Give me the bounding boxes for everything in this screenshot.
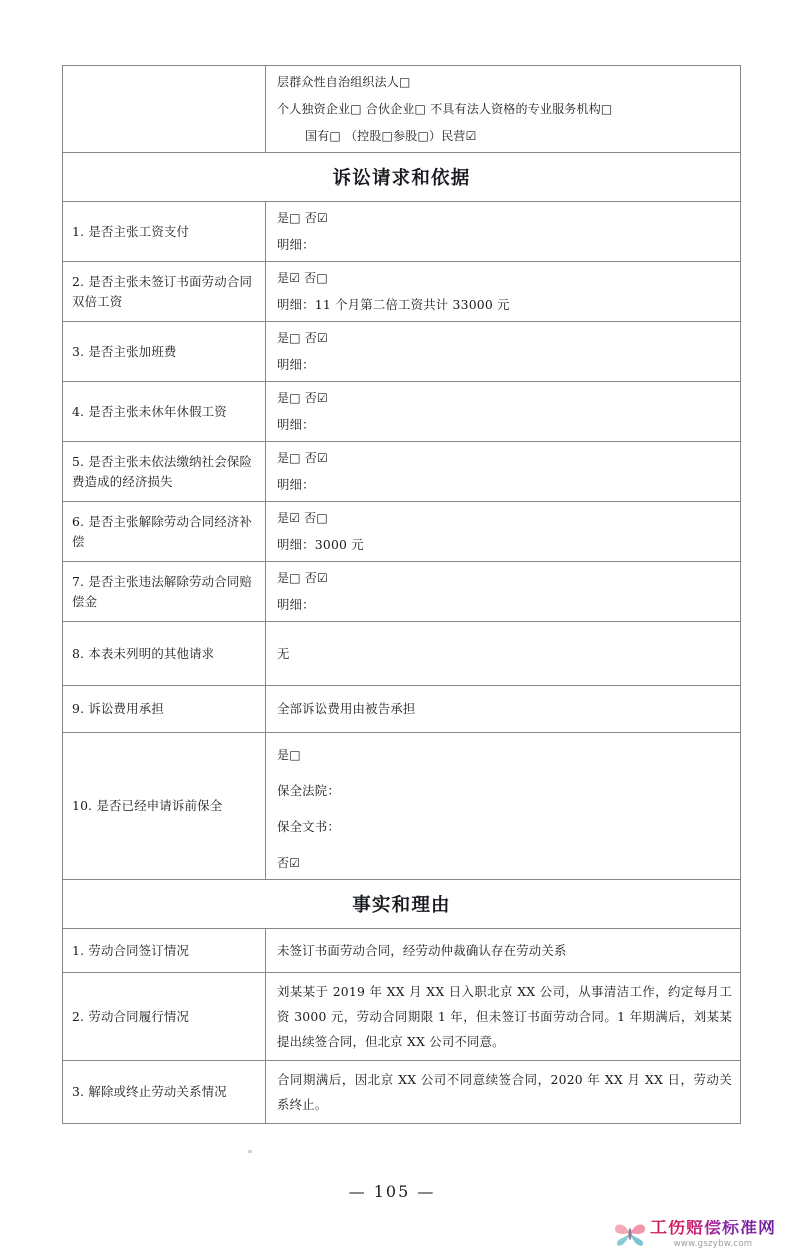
organization-type-label	[63, 66, 266, 153]
claim-4-label	[63, 382, 266, 442]
claim-10-value	[266, 733, 741, 880]
claim-5-choice[interactable]: 是□ 否☑	[277, 451, 328, 465]
claim-1-value	[266, 202, 741, 262]
claim-2-choice[interactable]: 是☑ 否□	[277, 271, 328, 285]
claim-9-value-lines	[266, 693, 740, 725]
claim-9-label-text: 9. 诉讼费用承担	[72, 701, 164, 716]
table-row-claims-section-header	[63, 153, 741, 202]
fact-1-value	[266, 929, 741, 973]
claim-5-value-lines	[266, 442, 740, 501]
claim-1-label	[63, 202, 266, 262]
claim-10-value-lines	[266, 734, 740, 879]
claim-4-value-lines	[266, 382, 740, 441]
table-row-claim-1	[63, 202, 741, 262]
claim-3-value-lines	[266, 322, 740, 381]
claim-8-label	[63, 622, 266, 686]
table-row-claim-7	[63, 562, 741, 622]
claim-3-detail[interactable]: 明细：	[277, 357, 315, 372]
claim-10-document-field[interactable]: 保全文书：	[277, 818, 340, 834]
claim-10-yes-checkbox[interactable]: 是□	[277, 747, 301, 762]
table-row-claim-10	[63, 733, 741, 880]
claim-6-label-text: 6. 是否主张解除劳动合同经济补偿	[72, 513, 253, 549]
table-row-fact-2	[63, 973, 741, 1061]
claim-6-value-lines	[266, 502, 740, 561]
claim-8-value-text[interactable]: 无	[277, 645, 290, 661]
claim-1-label-text: 1. 是否主张工资支付	[72, 223, 190, 239]
fact-2-value	[266, 973, 741, 1061]
claim-10-label-text: 10. 是否已经申请诉前保全	[72, 798, 223, 813]
claim-1-detail[interactable]: 明细：	[277, 237, 315, 252]
claim-6-label	[63, 502, 266, 562]
fact-3-value-text[interactable]: 合同期满后，因北京 XX 公司不同意续签合同，2020 年 XX 月 XX 日，劳动关系终止。	[277, 1072, 732, 1112]
claim-6-value	[266, 502, 741, 562]
table-row-claim-6	[63, 502, 741, 562]
table-row-claim-4	[63, 382, 741, 442]
organization-type-value	[266, 66, 741, 153]
watermark-text	[650, 1217, 776, 1249]
claim-1-value-lines	[266, 202, 740, 261]
claim-8-value-lines	[266, 638, 740, 670]
fact-1-value-text[interactable]: 未签订书面劳动合同，经劳动仲裁确认存在劳动关系	[277, 942, 567, 958]
claim-4-choice[interactable]: 是□ 否☑	[277, 391, 328, 405]
table-row-claim-3	[63, 322, 741, 382]
litigation-form-table	[62, 65, 741, 1124]
org-line-3[interactable]: 国有□ （控股□参股□）民营☑	[305, 129, 477, 143]
table-row-fact-1	[63, 929, 741, 973]
page-number: — 105 —	[348, 1182, 436, 1201]
fact-2-label-text: 2. 劳动合同履行情况	[72, 1008, 190, 1024]
table-row-claim-8	[63, 622, 741, 686]
claim-10-court-field[interactable]: 保全法院：	[277, 782, 340, 798]
scan-artifact	[248, 1150, 252, 1153]
claim-6-detail[interactable]: 明细：3000 元	[277, 537, 364, 552]
claim-3-label-text: 3. 是否主张加班费	[72, 343, 177, 359]
claim-5-value	[266, 442, 741, 502]
claim-7-label-text: 7. 是否主张违法解除劳动合同赔偿金	[72, 573, 253, 609]
claim-7-choice[interactable]: 是□ 否☑	[277, 571, 328, 585]
claim-2-detail[interactable]: 明细：11 个月第二倍工资共计 33000 元	[277, 297, 510, 312]
claim-2-value-lines	[266, 262, 740, 321]
fact-1-label	[63, 929, 266, 973]
claim-10-no-checkbox[interactable]: 否☑	[277, 855, 301, 870]
watermark-title: 工伤赔偿标准网	[650, 1217, 776, 1238]
claim-6-choice[interactable]: 是☑ 否□	[277, 511, 328, 525]
site-watermark	[612, 1214, 798, 1254]
claim-5-label-text: 5. 是否主张未依法缴纳社会保险费造成的经济损失	[72, 453, 253, 489]
fact-2-label	[63, 973, 266, 1061]
fact-3-label	[63, 1061, 266, 1124]
claim-2-label	[63, 262, 266, 322]
claim-3-value	[266, 322, 741, 382]
claim-4-label-text: 4. 是否主张未休年休假工资	[72, 403, 227, 419]
claim-2-value	[266, 262, 741, 322]
claim-7-label	[63, 562, 266, 622]
claim-9-label	[63, 686, 266, 733]
watermark-url: www.gszybw.com	[673, 1238, 753, 1249]
claim-4-value	[266, 382, 741, 442]
facts-section-title: 事实和理由	[63, 880, 741, 929]
fact-2-value-wrap	[266, 973, 740, 1060]
claim-9-value-text[interactable]: 全部诉讼费用由被告承担	[277, 701, 416, 716]
claim-5-detail[interactable]: 明细：	[277, 477, 315, 492]
fact-1-label-text: 1. 劳动合同签订情况	[72, 942, 190, 958]
org-line-1[interactable]: 层群众性自治组织法人□	[277, 75, 411, 89]
fact-3-label-text: 3. 解除或终止劳动关系情况	[72, 1084, 227, 1099]
claim-4-detail[interactable]: 明细：	[277, 417, 315, 432]
butterfly-icon	[612, 1218, 648, 1250]
table-row-fact-3	[63, 1061, 741, 1124]
claims-section-title: 诉讼请求和依据	[63, 153, 741, 202]
claim-10-label	[63, 733, 266, 880]
claim-7-value-lines	[266, 562, 740, 621]
fact-2-value-text[interactable]: 刘某某于 2019 年 XX 月 XX 日入职北京 XX 公司，从事清洁工作，约定每月工资 3000 元，劳动合同期限 1 年，但未签订书面劳动合同。1 年期满后，刘某某提出续签合同，但北京 XX 公司不同意。	[277, 984, 732, 1049]
claim-7-value	[266, 562, 741, 622]
table-row-claim-2	[63, 262, 741, 322]
org-line-2[interactable]: 个人独资企业□ 合伙企业□ 不具有法人资格的专业服务机构□	[277, 102, 613, 116]
fact-1-value-wrap	[266, 935, 740, 967]
table-row-claim-5	[63, 442, 741, 502]
table-row-organization-type	[63, 66, 741, 153]
claim-8-value	[266, 622, 741, 686]
claim-2-label-text: 2. 是否主张未签订书面劳动合同双倍工资	[72, 273, 253, 309]
organization-type-label-text	[63, 103, 265, 115]
table-row-claim-9	[63, 686, 741, 733]
claim-8-label-text: 8. 本表未列明的其他请求	[72, 645, 215, 661]
claim-3-label	[63, 322, 266, 382]
claim-7-detail[interactable]: 明细：	[277, 597, 315, 612]
fact-3-value-wrap	[266, 1061, 740, 1123]
claim-9-value	[266, 686, 741, 733]
fact-3-value	[266, 1061, 741, 1124]
claim-5-label	[63, 442, 266, 502]
table-row-facts-section-header	[63, 880, 741, 929]
claim-3-choice[interactable]: 是□ 否☑	[277, 331, 328, 345]
organization-type-lines	[266, 66, 740, 152]
claim-1-choice[interactable]: 是□ 否☑	[277, 211, 328, 225]
